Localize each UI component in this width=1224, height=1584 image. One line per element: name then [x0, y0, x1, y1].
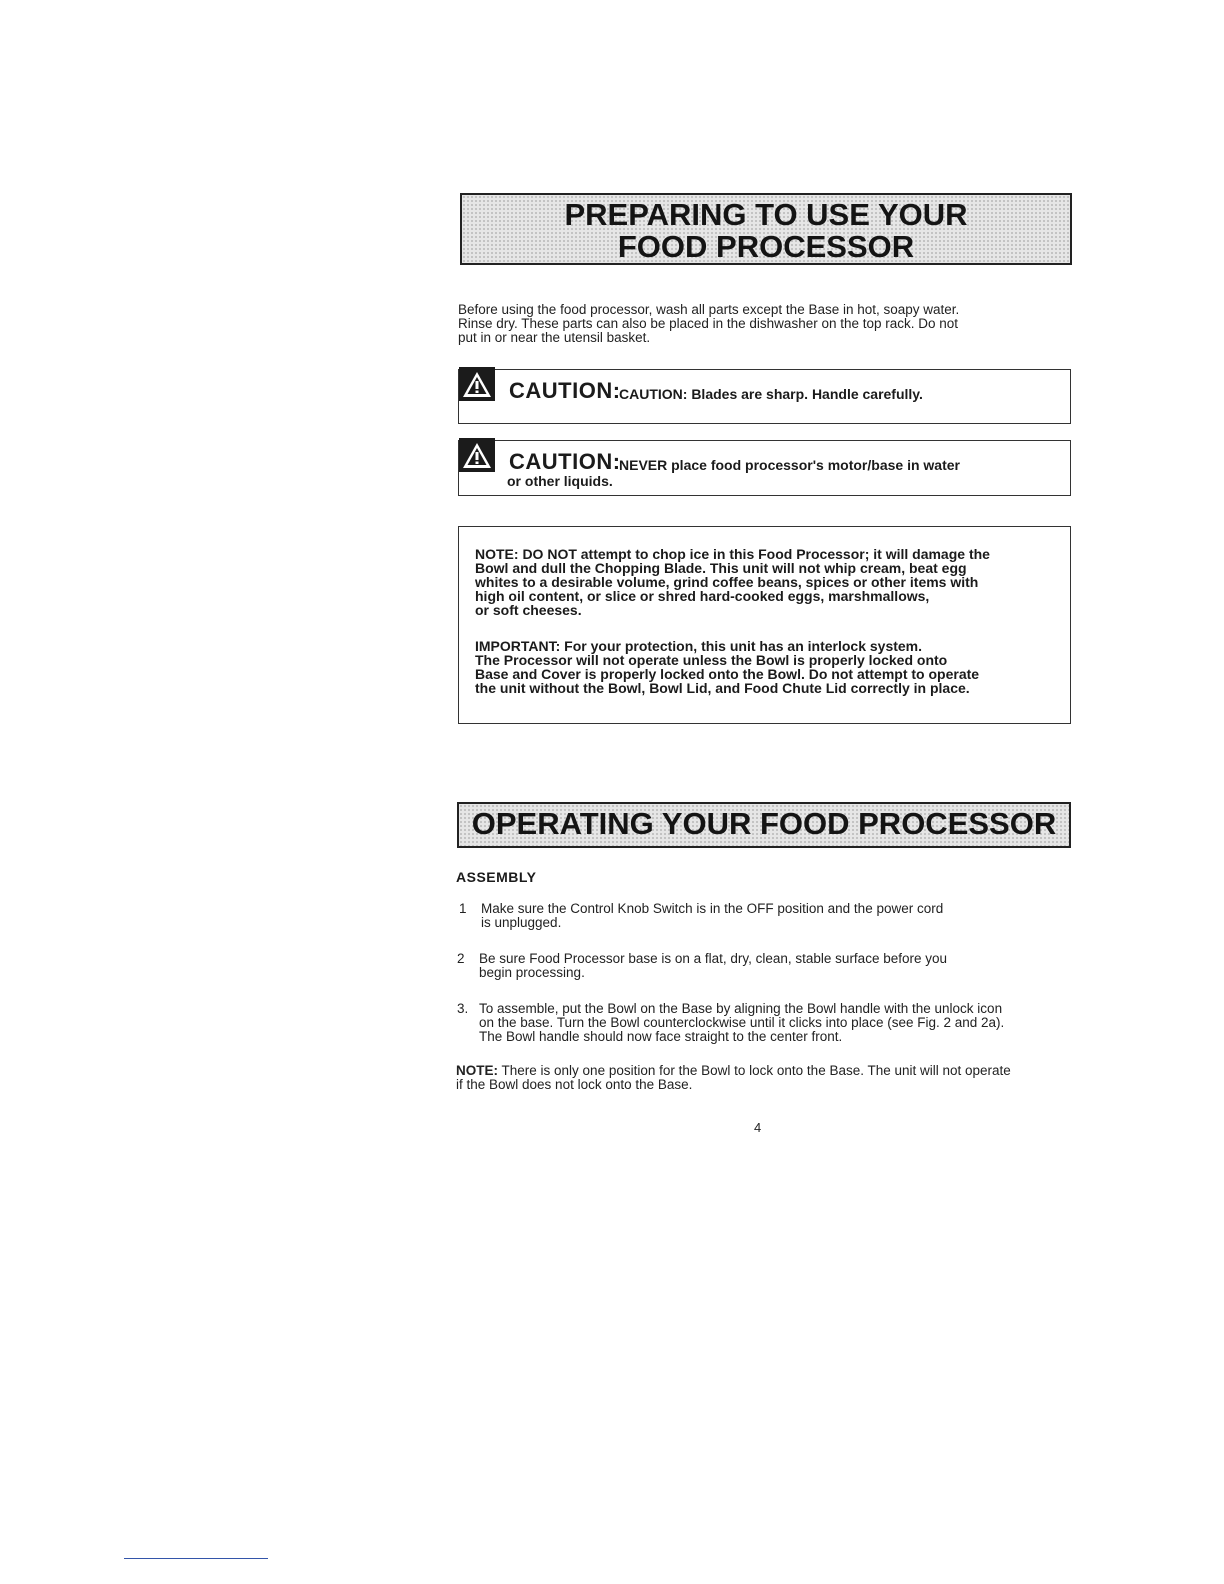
step-line: on the base. Turn the Bowl counterclockwise until it clicks into place (see Fig. 2 and 2a). — [479, 1015, 1005, 1030]
caution-heading: CAUTION: — [509, 378, 621, 403]
caution-box-blades — [458, 369, 1071, 424]
note-lead: NOTE: — [456, 1063, 498, 1078]
note-line: if the Bowl does not lock onto the Base. — [456, 1077, 693, 1092]
assembly-heading: ASSEMBLY — [456, 869, 537, 885]
caution-text-continued: or other liquids. — [507, 473, 613, 489]
caution-box-water — [458, 440, 1071, 496]
intro-paragraph — [458, 303, 1038, 345]
note-line: NOTE: DO NOT attempt to chop ice in this Food Processor; it will damage the — [475, 546, 990, 562]
step-line: begin processing. — [479, 965, 585, 980]
intro-line: Before using the food processor, wash all parts except the Base in hot, soapy water. — [458, 302, 960, 317]
note-line — [456, 1064, 1076, 1078]
warning-triangle-icon — [459, 438, 495, 472]
important-paragraph — [475, 639, 1060, 695]
section-title-text: OPERATING YOUR FOOD PROCESSOR — [471, 806, 1057, 841]
section-title-operating — [457, 802, 1071, 848]
assembly-note — [456, 1064, 1076, 1092]
title-line-2: FOOD PROCESSOR — [617, 229, 915, 264]
section-title-preparing — [460, 193, 1072, 265]
important-line: Base and Cover is properly locked onto the Bowl. Do not attempt to operate — [475, 666, 980, 682]
caution-text: NEVER place food processor's motor/base in water — [619, 457, 960, 473]
step-line: The Bowl handle should now face straight to the center front. — [479, 1029, 843, 1044]
step-text — [481, 902, 1081, 930]
step-line: is unplugged. — [481, 915, 562, 930]
important-line: the unit without the Bowl, Bowl Lid, and Food Chute Lid correctly in place. — [475, 680, 970, 696]
note-line: Bowl and dull the Chopping Blade. This unit will not whip cream, beat egg — [475, 560, 967, 576]
step-number: 1 — [459, 901, 467, 916]
footer-rule — [124, 1558, 268, 1559]
caution-heading: CAUTION: — [509, 449, 621, 474]
step-line: Be sure Food Processor base is on a flat, dry, clean, stable surface before you — [479, 951, 947, 966]
step-line: Make sure the Control Knob Switch is in the OFF position and the power cord — [481, 901, 944, 916]
important-line: The Processor will not operate unless the Bowl is properly locked onto — [475, 652, 948, 668]
step-text — [479, 952, 1079, 980]
intro-line: Rinse dry. These parts can also be placed in the dishwasher on the top rack. Do not — [458, 316, 959, 331]
caution-text: CAUTION: Blades are sharp. Handle carefully. — [619, 386, 923, 402]
note-paragraph — [475, 547, 1060, 617]
note-line: high oil content, or slice or shred hard-cooked eggs, marshmallows, — [475, 588, 930, 604]
step-text — [479, 1002, 1079, 1044]
note-line: whites to a desirable volume, grind coffee beans, spices or other items with — [475, 574, 979, 590]
note-text: There is only one position for the Bowl to lock onto the Base. The unit will not operate — [501, 1063, 1011, 1078]
important-line: IMPORTANT: For your protection, this unit has an interlock system. — [475, 638, 923, 654]
step-number: 2 — [457, 951, 465, 966]
step-line: To assemble, put the Bowl on the Base by aligning the Bowl handle with the unlock icon — [479, 1001, 1003, 1016]
page-number: 4 — [754, 1120, 762, 1135]
note-box — [458, 526, 1071, 724]
step-number: 3. — [457, 1001, 469, 1016]
warning-triangle-icon — [459, 367, 495, 401]
note-line: or soft cheeses. — [475, 602, 582, 618]
title-line-1: PREPARING TO USE YOUR — [564, 197, 968, 232]
intro-line: put in or near the utensil basket. — [458, 330, 651, 345]
